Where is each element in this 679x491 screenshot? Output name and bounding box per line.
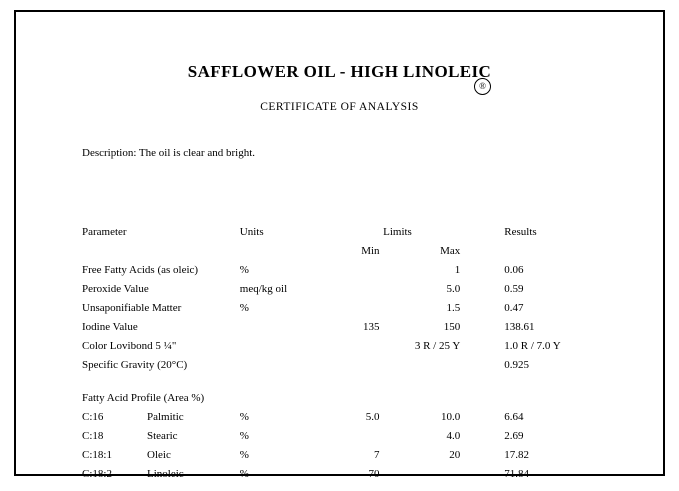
row-max: 10.0 xyxy=(441,411,461,423)
row-units: % xyxy=(239,449,249,461)
row-min: 135 xyxy=(363,321,380,333)
row-units: % xyxy=(239,264,249,276)
table-section-header xyxy=(82,389,602,408)
header-limits: Limits xyxy=(383,226,412,238)
table-row xyxy=(82,427,602,446)
row-parameter-sub: Linoleic xyxy=(147,468,184,480)
row-min: 70 xyxy=(368,468,380,480)
row-min xyxy=(329,299,396,318)
row-min xyxy=(329,337,396,356)
table-row xyxy=(82,280,602,299)
row-units xyxy=(240,318,329,337)
description-text: Description: The oil is clear and bright. xyxy=(82,147,256,159)
row-max xyxy=(396,356,483,375)
table-spacer xyxy=(82,375,602,389)
row-min xyxy=(329,280,396,299)
row-max: 1 xyxy=(454,264,461,276)
row-max: 4.0 xyxy=(446,430,461,442)
row-max: 20 xyxy=(449,449,461,461)
section-title: Fatty Acid Profile (Area %) xyxy=(82,392,205,404)
row-units: % xyxy=(239,411,249,423)
table-row xyxy=(82,299,602,318)
row-parameter: C:16 xyxy=(82,411,104,423)
registered-trademark-icon: ® xyxy=(474,78,491,95)
page-title: SAFFLOWER OIL - HIGH LINOLEIC xyxy=(187,62,492,81)
document-page xyxy=(14,10,665,480)
row-parameter-sub: Palmitic xyxy=(147,411,184,423)
row-results: 0.06 xyxy=(504,264,524,276)
row-results: 0.47 xyxy=(504,302,524,314)
row-results: 0.59 xyxy=(504,283,524,295)
row-max: 3 R / 25 Y xyxy=(414,340,461,352)
row-units: % xyxy=(239,468,249,480)
row-min: 7 xyxy=(374,449,380,461)
row-parameter: C:18 xyxy=(82,430,104,442)
row-units xyxy=(240,356,329,375)
row-parameter: Free Fatty Acids (as oleic) xyxy=(82,264,199,276)
header-units: Units xyxy=(239,226,264,238)
row-units: % xyxy=(239,302,249,314)
row-parameter: C:18:2 xyxy=(82,468,112,480)
table-subheader-row xyxy=(82,242,602,261)
row-max: 150 xyxy=(443,321,461,333)
table-header-row xyxy=(82,223,602,242)
header-parameter: Parameter xyxy=(82,226,127,238)
row-min xyxy=(329,356,396,375)
row-min: 5.0 xyxy=(365,411,380,423)
table-row xyxy=(82,356,602,375)
row-max xyxy=(396,465,483,484)
header-parameter-sub xyxy=(147,223,240,242)
table-row xyxy=(82,318,602,337)
row-max: 5.0 xyxy=(446,283,461,295)
row-parameter: Unsaponifiable Matter xyxy=(82,302,182,314)
row-results: 1.0 R / 7.0 Y xyxy=(504,340,561,352)
row-parameter: Color Lovibond 5 ¼" xyxy=(82,340,177,352)
row-results: 6.64 xyxy=(504,411,524,423)
row-parameter: C:18:1 xyxy=(82,449,112,461)
row-results: 138.61 xyxy=(504,321,535,333)
specification-table xyxy=(82,223,602,484)
row-parameter: Iodine Value xyxy=(82,321,138,333)
row-parameter-sub: Stearic xyxy=(147,430,178,442)
table-row xyxy=(82,446,602,465)
row-results: 17.82 xyxy=(504,449,530,461)
header-min: Min xyxy=(361,245,380,257)
table-row xyxy=(82,261,602,280)
row-results: 0.925 xyxy=(504,359,530,371)
table-row xyxy=(82,408,602,427)
table-row xyxy=(82,465,602,484)
row-results: 71.84 xyxy=(504,468,530,480)
row-units: meq/kg oil xyxy=(239,283,288,295)
header-max: Max xyxy=(440,245,461,257)
header-results: Results xyxy=(504,226,537,238)
table-row xyxy=(82,337,602,356)
row-min xyxy=(329,427,396,446)
row-min xyxy=(329,261,396,280)
row-parameter: Peroxide Value xyxy=(82,283,149,295)
page-subtitle: CERTIFICATE OF ANALYSIS xyxy=(260,101,419,113)
row-units xyxy=(240,337,329,356)
row-parameter-sub: Oleic xyxy=(147,449,171,461)
row-units: % xyxy=(239,430,249,442)
row-max: 1.5 xyxy=(446,302,461,314)
row-results: 2.69 xyxy=(504,430,524,442)
row-parameter: Specific Gravity (20°C) xyxy=(82,359,188,371)
